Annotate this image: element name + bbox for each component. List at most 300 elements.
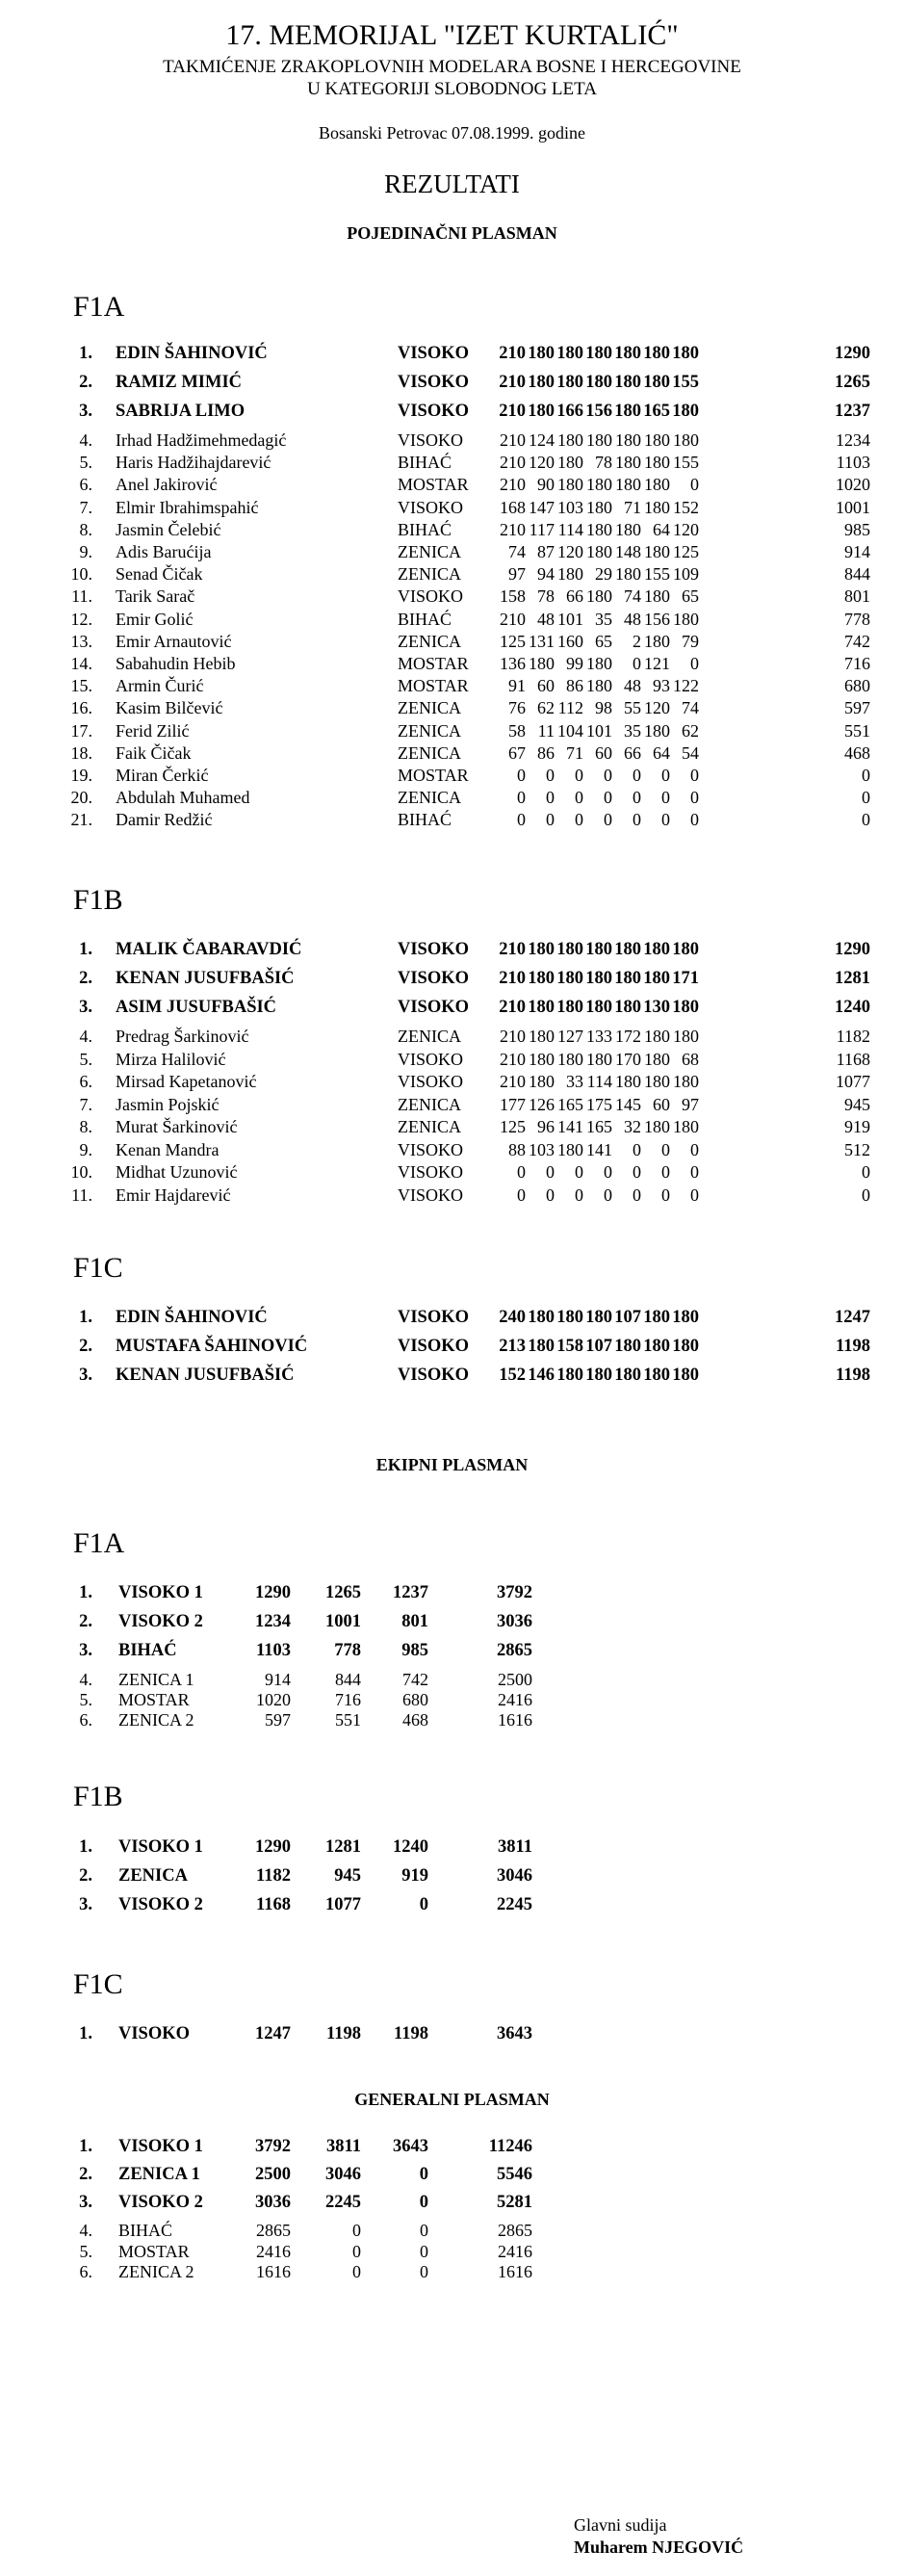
rank-cell: 7.	[79, 497, 92, 517]
score-cell: 0	[661, 766, 670, 785]
score-cell: 62	[682, 720, 699, 741]
score-cell: 0	[690, 1184, 699, 1205]
competitor-name: Emir Golić	[116, 609, 194, 629]
score-cell: 210	[500, 1072, 526, 1091]
score-cell: 180	[644, 1072, 670, 1091]
total-cell: 551	[844, 720, 870, 741]
team-name: VISOKO 2	[118, 1895, 203, 1914]
score-cell: 98	[595, 698, 612, 718]
competitor-name: Predrag Šarkinović	[116, 1027, 249, 1046]
score-cell: 180	[643, 1308, 670, 1327]
individual-result-row	[0, 402, 904, 424]
team-name: VISOKO 1	[118, 1583, 203, 1602]
score-cell: 48	[537, 609, 555, 629]
club-cell: BIHAĆ	[398, 810, 452, 830]
score-cell: 165	[586, 1117, 612, 1136]
score-cell: 180	[586, 475, 612, 495]
competitor-name: Faik Čičak	[116, 742, 192, 763]
score-cell: 125	[673, 542, 699, 561]
individual-result-row	[0, 610, 904, 632]
score-cell: 180	[672, 1366, 699, 1385]
score-cell: 180	[672, 940, 699, 959]
score-cell: 180	[614, 998, 641, 1017]
club-cell: VISOKO	[398, 373, 470, 392]
score-cell: 87	[537, 542, 555, 561]
club-cell: ZENICA	[398, 1027, 461, 1046]
score-cell: 0	[575, 1162, 583, 1182]
club-cell: VISOKO	[398, 969, 470, 988]
total-cell: 3792	[497, 1583, 532, 1602]
total-cell: 1001	[836, 497, 870, 517]
total-cell: 914	[844, 542, 870, 561]
document-subtitle	[0, 56, 904, 100]
score-cell: 210	[499, 940, 526, 959]
score-cell: 180	[528, 373, 555, 392]
score-cell: 716	[335, 1690, 361, 1709]
score-cell: 3036	[255, 2193, 291, 2212]
competitor-name: Sabahudin Hebib	[116, 654, 236, 673]
competitor-name: Jasmin Čelebić	[116, 519, 221, 539]
score-cell: 114	[557, 519, 583, 539]
score-cell: 71	[624, 497, 641, 517]
score-cell: 180	[614, 373, 641, 392]
score-cell: 1237	[393, 1583, 428, 1602]
rank-cell: 6.	[79, 1072, 92, 1091]
score-cell: 124	[529, 430, 555, 450]
total-cell: 1234	[836, 430, 870, 450]
score-cell: 210	[500, 519, 526, 539]
score-cell: 180	[557, 1139, 583, 1159]
score-cell: 1265	[325, 1583, 361, 1602]
score-cell: 0	[690, 766, 699, 785]
total-cell: 11246	[488, 2137, 532, 2156]
score-cell: 121	[644, 654, 670, 673]
rank-cell: 5.	[79, 1690, 92, 1709]
score-cell: 0	[661, 810, 670, 830]
total-cell: 1290	[835, 940, 870, 959]
score-cell: 3643	[393, 2137, 428, 2156]
score-cell: 180	[586, 654, 612, 673]
score-cell: 54	[682, 742, 699, 763]
rank-cell: 6.	[79, 475, 92, 495]
score-cell: 210	[499, 998, 526, 1017]
score-cell: 210	[500, 1049, 526, 1069]
score-cell: 210	[500, 475, 526, 495]
total-cell: 801	[844, 586, 870, 607]
score-cell: 778	[334, 1641, 361, 1660]
score-cell: 2416	[256, 2241, 291, 2261]
judge-signature	[574, 2514, 743, 2559]
score-cell: 0	[546, 766, 555, 785]
rank-cell: 4.	[79, 430, 92, 450]
individual-result-row	[0, 1337, 904, 1359]
individual-result-row	[0, 1095, 904, 1117]
club-cell: VISOKO	[398, 402, 470, 421]
score-cell: 152	[499, 1366, 526, 1385]
competitor-name: MUSTAFA ŠAHINOVIĆ	[116, 1337, 308, 1356]
score-cell: 0	[633, 1184, 641, 1205]
score-cell: 180	[585, 373, 612, 392]
score-cell: 74	[624, 586, 641, 607]
rank-cell: 2.	[79, 1612, 92, 1631]
team-heading: EKIPNI PLASMAN	[375, 1455, 529, 1474]
total-cell: 468	[844, 742, 870, 763]
rank-cell: 3.	[79, 998, 92, 1017]
competitor-name: RAMIZ MIMIĆ	[116, 373, 243, 392]
total-cell: 680	[844, 676, 870, 696]
subtitle-line-1: TAKMIĆENJE ZRAKOPLOVNIH MODELARA BOSNE I HERCEGOVINE	[163, 57, 741, 77]
score-cell: 96	[537, 1117, 555, 1136]
competitor-name: KENAN JUSUFBAŠIĆ	[116, 969, 295, 988]
club-cell: ZENICA	[398, 720, 461, 741]
club-cell: VISOKO	[398, 1308, 470, 1327]
score-cell: 180	[528, 402, 555, 421]
individual-result-row	[0, 564, 904, 586]
score-cell: 101	[557, 609, 583, 629]
score-cell: 93	[653, 676, 670, 696]
score-cell: 0	[604, 788, 612, 808]
individual-result-row	[0, 1366, 904, 1388]
competitor-name: Tarik Sarač	[116, 586, 195, 607]
date-line: Bosanski Petrovac 07.08.1999. godine	[319, 123, 585, 143]
score-cell: 180	[644, 631, 670, 651]
score-cell: 130	[643, 998, 670, 1017]
score-cell: 107	[614, 1308, 641, 1327]
score-cell: 180	[644, 453, 670, 473]
category-heading-individual-f1b: F1B	[73, 884, 123, 916]
score-cell: 0	[690, 1139, 699, 1159]
score-cell: 468	[402, 1710, 428, 1730]
score-cell: 58	[508, 720, 526, 741]
individual-result-row	[0, 1308, 904, 1330]
score-cell: 120	[673, 519, 699, 539]
rank-cell: 6.	[79, 2262, 92, 2281]
category-heading-team-f1a: F1A	[73, 1527, 125, 1559]
score-cell: 180	[556, 373, 583, 392]
individual-result-row	[0, 586, 904, 609]
score-cell: 180	[586, 1049, 612, 1069]
score-cell: 0	[546, 1162, 555, 1182]
team-result-row	[0, 1895, 904, 1917]
score-cell: 180	[615, 475, 641, 495]
individual-result-row	[0, 998, 904, 1020]
competitor-name: Haris Hadžihajdarević	[116, 453, 271, 473]
score-cell: 127	[557, 1027, 583, 1046]
rank-cell: 9.	[79, 542, 92, 561]
total-cell: 1616	[498, 1710, 532, 1730]
score-cell: 180	[586, 586, 612, 607]
individual-result-row	[0, 1185, 904, 1208]
team-name: BIHAĆ	[118, 2221, 173, 2240]
score-cell: 131	[529, 631, 555, 651]
score-cell: 76	[508, 698, 526, 718]
club-cell: VISOKO	[398, 1184, 464, 1205]
score-cell: 2500	[255, 2165, 291, 2184]
club-cell: ZENICA	[398, 788, 461, 808]
rank-cell: 15.	[70, 676, 92, 696]
score-cell: 914	[265, 1670, 291, 1689]
score-cell: 171	[672, 969, 699, 988]
score-cell: 0	[575, 766, 583, 785]
score-cell: 0	[661, 1162, 670, 1182]
score-cell: 55	[624, 698, 641, 718]
score-cell: 141	[557, 1117, 583, 1136]
general-result-row	[0, 2262, 904, 2284]
category-heading-team-f1b: F1B	[73, 1781, 123, 1812]
total-cell: 3811	[498, 1837, 532, 1857]
rank-cell: 16.	[70, 698, 92, 718]
score-cell: 180	[585, 1366, 612, 1385]
score-cell: 0	[517, 766, 526, 785]
rank-cell: 1.	[79, 1837, 92, 1857]
team-name: ZENICA	[118, 1866, 188, 1886]
judge-role: Glavni sudija	[574, 2515, 667, 2535]
total-cell: 1198	[836, 1337, 870, 1356]
score-cell: 180	[529, 1049, 555, 1069]
score-cell: 0	[633, 1162, 641, 1182]
document-title: 17. MEMORIJAL "IZET KURTALIĆ"	[225, 19, 679, 51]
score-cell: 2	[633, 631, 641, 651]
score-cell: 210	[500, 453, 526, 473]
score-cell: 180	[673, 430, 699, 450]
rank-cell: 2.	[79, 2165, 92, 2184]
rank-cell: 1.	[79, 344, 92, 363]
score-cell: 68	[682, 1049, 699, 1069]
score-cell: 0	[420, 2221, 428, 2240]
rank-cell: 8.	[79, 1117, 92, 1136]
individual-result-row	[0, 373, 904, 395]
score-cell: 180	[557, 453, 583, 473]
score-cell: 120	[557, 542, 583, 561]
competitor-name: Senad Čičak	[116, 564, 203, 585]
score-cell: 180	[644, 497, 670, 517]
score-cell: 180	[615, 564, 641, 585]
total-cell: 1290	[835, 344, 870, 363]
total-cell: 716	[844, 654, 870, 673]
club-cell: VISOKO	[398, 1049, 464, 1069]
score-cell: 180	[643, 940, 670, 959]
total-cell: 844	[844, 564, 870, 585]
individual-result-row	[0, 1162, 904, 1184]
total-cell: 512	[844, 1139, 870, 1159]
score-cell: 210	[500, 1027, 526, 1046]
competitor-name: KENAN JUSUFBAŠIĆ	[116, 1366, 295, 1385]
rank-cell: 1.	[79, 1308, 92, 1327]
competitor-name: Jasmin Pojskić	[116, 1094, 220, 1114]
score-cell: 180	[586, 519, 612, 539]
rank-cell: 4.	[79, 2221, 92, 2240]
score-cell: 1290	[255, 1837, 291, 1857]
score-cell: 180	[556, 344, 583, 363]
score-cell: 158	[556, 1337, 583, 1356]
total-cell: 0	[862, 766, 870, 785]
rank-cell: 5.	[79, 2241, 92, 2261]
club-cell: ZENICA	[398, 542, 461, 561]
total-cell: 2500	[498, 1670, 532, 1689]
club-cell: MOSTAR	[398, 676, 469, 696]
total-cell: 0	[862, 810, 870, 830]
score-cell: 1247	[255, 2024, 291, 2043]
team-result-row	[0, 2024, 904, 2046]
team-name: MOSTAR	[118, 2241, 190, 2261]
rank-cell: 11.	[71, 586, 92, 607]
club-cell: MOSTAR	[398, 654, 469, 673]
general-heading: GENERALNI PLASMAN	[354, 2090, 550, 2109]
individual-result-row	[0, 810, 904, 832]
score-cell: 180	[557, 475, 583, 495]
score-cell: 844	[335, 1670, 361, 1689]
score-cell: 0	[690, 475, 699, 495]
category-heading-team-f1c: F1C	[73, 1968, 123, 2000]
score-cell: 0	[604, 1162, 612, 1182]
club-cell: BIHAĆ	[398, 609, 452, 629]
score-cell: 0	[575, 1184, 583, 1205]
competitor-name: Anel Jakirović	[116, 475, 218, 495]
total-cell: 742	[844, 631, 870, 651]
score-cell: 62	[537, 698, 555, 718]
individual-result-row	[0, 475, 904, 497]
rank-cell: 2.	[79, 969, 92, 988]
score-cell: 166	[556, 402, 583, 421]
score-cell: 1240	[393, 1837, 428, 1857]
score-cell: 180	[586, 676, 612, 696]
score-cell: 35	[624, 720, 641, 741]
score-cell: 180	[614, 940, 641, 959]
competitor-name: Adis Barućija	[116, 542, 212, 561]
score-cell: 180	[556, 998, 583, 1017]
rank-cell: 1.	[79, 1583, 92, 1602]
rank-cell: 6.	[79, 1710, 92, 1730]
score-cell: 122	[673, 676, 699, 696]
score-cell: 141	[586, 1139, 612, 1159]
score-cell: 65	[682, 586, 699, 607]
score-cell: 180	[615, 519, 641, 539]
judge-name: Muharem NJEGOVIĆ	[574, 2537, 744, 2557]
rank-cell: 3.	[79, 1641, 92, 1660]
score-cell: 180	[529, 654, 555, 673]
subtitle-line-2: U KATEGORIJI SLOBODNOG LETA	[307, 79, 597, 99]
score-cell: 0	[419, 2193, 428, 2212]
score-cell: 0	[633, 766, 641, 785]
club-cell: ZENICA	[398, 1094, 461, 1114]
competitor-name: Abdulah Muhamed	[116, 788, 250, 808]
score-cell: 985	[401, 1641, 428, 1660]
score-cell: 160	[557, 631, 583, 651]
score-cell: 919	[401, 1866, 428, 1886]
score-cell: 180	[529, 1027, 555, 1046]
individual-result-row	[0, 430, 904, 453]
team-result-row	[0, 1641, 904, 1663]
total-cell: 1265	[835, 373, 870, 392]
team-name: ZENICA 2	[118, 2262, 194, 2281]
category-heading-individual-f1c: F1C	[73, 1252, 123, 1284]
score-cell: 112	[557, 698, 583, 718]
club-cell: VISOKO	[398, 998, 470, 1017]
individual-result-row	[0, 788, 904, 810]
total-cell: 2416	[498, 1690, 532, 1709]
score-cell: 180	[585, 969, 612, 988]
team-result-row	[0, 1583, 904, 1605]
competitor-name: ASIM JUSUFBAŠIĆ	[116, 998, 277, 1017]
club-cell: VISOKO	[398, 344, 470, 363]
total-cell: 945	[844, 1094, 870, 1114]
score-cell: 180	[585, 940, 612, 959]
score-cell: 180	[643, 1337, 670, 1356]
total-cell: 2865	[498, 2221, 532, 2240]
total-cell: 597	[844, 698, 870, 718]
competitor-name: Damir Redžić	[116, 810, 213, 830]
general-result-row	[0, 2193, 904, 2215]
score-cell: 180	[673, 1072, 699, 1091]
score-cell: 0	[633, 810, 641, 830]
score-cell: 152	[673, 497, 699, 517]
competitor-name: Mirsad Kapetanović	[116, 1072, 257, 1091]
score-cell: 78	[595, 453, 612, 473]
club-cell: VISOKO	[398, 430, 464, 450]
score-cell: 213	[499, 1337, 526, 1356]
score-cell: 180	[614, 344, 641, 363]
score-cell: 180	[673, 1117, 699, 1136]
score-cell: 180	[673, 609, 699, 629]
score-cell: 48	[624, 676, 641, 696]
club-cell: MOSTAR	[398, 766, 469, 785]
score-cell: 1198	[394, 2024, 428, 2043]
score-cell: 91	[508, 676, 526, 696]
rank-cell: 9.	[79, 1139, 92, 1159]
score-cell: 120	[644, 698, 670, 718]
score-cell: 168	[500, 497, 526, 517]
rank-cell: 18.	[70, 742, 92, 763]
score-cell: 180	[615, 1072, 641, 1091]
score-cell: 0	[517, 810, 526, 830]
score-cell: 126	[529, 1094, 555, 1114]
score-cell: 180	[585, 1308, 612, 1327]
score-cell: 1168	[256, 1895, 291, 1914]
score-cell: 180	[644, 1117, 670, 1136]
score-cell: 180	[673, 1027, 699, 1046]
team-result-row	[0, 1612, 904, 1634]
rank-cell: 3.	[79, 1366, 92, 1385]
score-cell: 107	[585, 1337, 612, 1356]
score-cell: 180	[557, 564, 583, 585]
score-cell: 180	[586, 497, 612, 517]
score-cell: 0	[420, 2241, 428, 2261]
competitor-name: Kasim Bilčević	[116, 698, 223, 718]
total-cell: 3643	[497, 2024, 532, 2043]
score-cell: 71	[566, 742, 583, 763]
score-cell: 1281	[325, 1837, 361, 1857]
score-cell: 79	[682, 631, 699, 651]
rank-cell: 1.	[79, 940, 92, 959]
score-cell: 180	[528, 969, 555, 988]
score-cell: 60	[653, 1094, 670, 1114]
score-cell: 180	[528, 1308, 555, 1327]
score-cell: 86	[537, 742, 555, 763]
score-cell: 180	[556, 969, 583, 988]
score-cell: 60	[595, 742, 612, 763]
score-cell: 88	[508, 1139, 526, 1159]
score-cell: 180	[528, 998, 555, 1017]
score-cell: 210	[500, 609, 526, 629]
score-cell: 29	[595, 564, 612, 585]
score-cell: 0	[690, 1162, 699, 1182]
score-cell: 177	[500, 1094, 526, 1114]
score-cell: 597	[265, 1710, 291, 1730]
score-cell: 1001	[325, 1612, 361, 1631]
individual-result-row	[0, 654, 904, 676]
score-cell: 180	[529, 1072, 555, 1091]
individual-result-row	[0, 940, 904, 962]
